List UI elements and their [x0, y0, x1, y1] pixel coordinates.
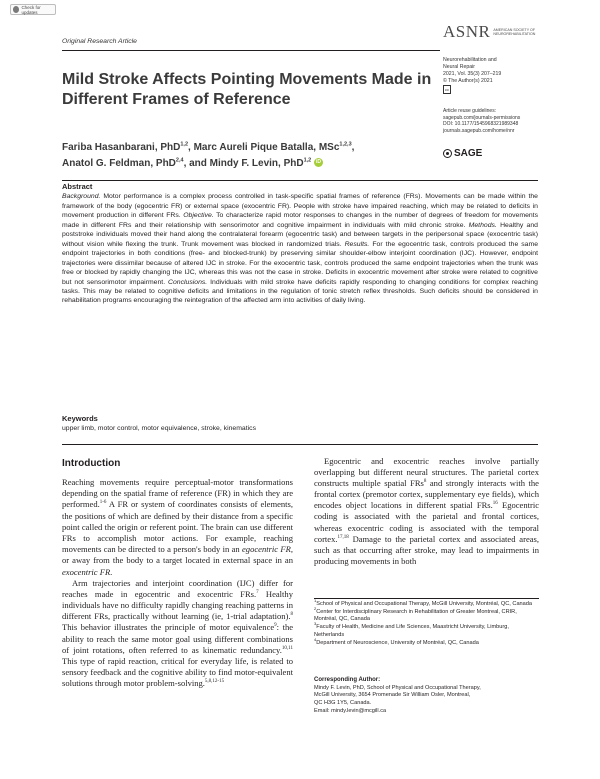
- journal-info: [443, 57, 553, 94]
- text-run: egocentric FR: [242, 544, 291, 555]
- sage-label: SAGE: [454, 148, 483, 159]
- citation-sup[interactable]: 8: [290, 612, 293, 618]
- text-run: Results.: [344, 240, 370, 248]
- sage-logo: [443, 148, 482, 159]
- text-run: Reaching movements require perceptual-motor transformations depending on the spatial frame of reference (FR) in which they are performed.: [62, 477, 293, 510]
- check-icon: [13, 6, 19, 13]
- affiliation: [314, 621, 539, 639]
- journal-line: 2021, Vol. 35(3) 207–219: [443, 71, 502, 77]
- text-run: Healthy individuals have no difficulty rapidly changing reaching patterns in different FRs, practically without learning (ie, 1-trial adaptation).: [62, 588, 293, 622]
- abstract: [62, 182, 538, 306]
- author-list: Fariba Hasanbarani, PhD$^{1,2}$, Marc Aureli Pique Batalla, MSc$^{1,2,3}$, Anatol G. Feldman, PhD$^{2,4}$, and Mindy F. Levin, PhD$^{1,2}$ iD: [62, 141, 355, 169]
- affiliation-sup: 2: [314, 605, 317, 611]
- text-run: .: [110, 566, 113, 577]
- asnr-logo-mark: ASNR: [443, 22, 491, 41]
- author-name: Marc Aureli Pique Batalla, MSc: [193, 142, 340, 153]
- text-run: : the ability to reach the same motor goal using different combinations of joint rotations, often referred to as kinematic redundancy.: [62, 622, 294, 655]
- affiliation-sup: 4: [314, 636, 317, 642]
- header-divider: [62, 50, 440, 51]
- text-run: To characterize rapid motor responses to changes in the number of degrees of freedom for movements made in different FRs and their relationship with sensorimotor and cognitive impairment in individuals with mild chronic stroke.: [62, 212, 538, 229]
- corresponding-line: QC H3G 1Y5, Canada.: [314, 700, 372, 707]
- affiliations: [314, 598, 539, 647]
- author-affiliation-sup: 1,2: [180, 141, 189, 148]
- text-run: , or away from the body to a target located in external space in an: [62, 544, 293, 566]
- article-title: Mild Stroke Affects Pointing Movements Made in Different Frames of Reference: [62, 71, 432, 108]
- intro-paragraph: [314, 456, 539, 567]
- right-column: [314, 456, 539, 567]
- text-run: Methods.: [468, 221, 497, 229]
- text-run: Healthy and poststroke individuals moved their hand along the contralateral forearm (egocentric task) and between targets in the peripersonal space (exocentric task) without vision while flexing the trunk. Trunk movement was blocked in randomized trials.: [62, 221, 538, 248]
- keywords-list: upper limb, motor control, motor equivalence, stroke, kinematics: [62, 424, 256, 432]
- citation-sup[interactable]: 10,11: [281, 645, 293, 651]
- section-heading-introduction: Introduction: [62, 458, 121, 469]
- affiliation-sup: 1: [314, 598, 317, 604]
- corresponding-line: McGill University, 3654 Promenade Sir William Osler, Montreal,: [314, 692, 471, 699]
- reuse-info: [443, 108, 563, 134]
- text-run: Egocentric and exocentric reaches involve partially overlapping but different neural structures. The parietal cortex constructs multiple spatial FRs: [314, 456, 539, 489]
- article-type: Original Research Article: [62, 38, 137, 45]
- text-run: A FR or system of coordinates consists of elements, the positions of which are defined by their distance from a specific point called the origin or referent point. The brain can use different FRs to accomplish motor actions. For example, reaching movements can be directed to a person's body in an: [62, 499, 293, 555]
- creative-commons-icon: cc: [445, 87, 449, 92]
- text-run: and strongly interacts with the frontal cortex (premotor cortex, supplementary eye fields), which encodes object locations in different spatial FRs.: [314, 478, 539, 511]
- affiliation: [314, 598, 539, 609]
- sage-icon: [443, 149, 452, 158]
- citation-sup[interactable]: 5,8,12-15: [204, 679, 225, 685]
- intro-paragraph: [62, 578, 293, 690]
- journal-line: © The Author(s) 2021: [443, 78, 493, 84]
- citation-sup[interactable]: 1-6: [99, 500, 107, 506]
- corresponding-email[interactable]: Email: mindy.levin@mcgill.ca: [314, 707, 387, 714]
- text-run: Background.: [62, 193, 101, 201]
- citation-sup[interactable]: 16: [492, 501, 498, 507]
- affiliation-text: Center for Interdisciplinary Research in Rehabilitation of Greater Montreal, CRIR, Montréal, QC, Canada: [314, 608, 517, 623]
- text-run: Motor performance is a complex process controlled in task-specific spatial frames of reference (FRs). Movements can be made within the framework of the body (egocentric FR) or external space (exocentric FR). People with stroke have impaired reaching, which may be related to deficits in movement production in different FRs.: [62, 193, 538, 220]
- reuse-link[interactable]: sagepub.com/journals-permissions: [443, 114, 521, 121]
- affiliations-divider: [314, 598, 539, 599]
- asnr-logo: [443, 22, 553, 42]
- abstract-divider: [62, 180, 538, 181]
- intro-paragraph: [62, 477, 293, 578]
- text-run: Egocentric coding is associated with the parietal and frontal cortices, whereas exocentric coding is associated with the temporal cortex.: [314, 500, 540, 544]
- journal-line: Neural Repair: [443, 64, 476, 70]
- text-run: Individuals with mild stroke have deficits rapidly responding to changing conditions for complex reaching tasks. This may be related to cognitive deficits and limitations in the regulation of tonic stretch reflex thresholds. Such deficits should be considered in rehabilitation programs encouraging the reintegration of the affected arm into activities of daily living.: [62, 278, 538, 305]
- text-run: This behavior illustrates the principle of motor equivalence: [62, 622, 275, 633]
- corresponding-line: Mindy F. Levin, PhD, School of Physical and Occupational Therapy,: [314, 684, 481, 691]
- corresponding-heading: Corresponding Author:: [314, 677, 381, 683]
- author-affiliation-sup: 1,2: [303, 157, 312, 164]
- citation-sup[interactable]: 7: [256, 590, 259, 596]
- author-name: and Mindy F. Levin, PhD: [189, 157, 304, 169]
- affiliation-text: School of Physical and Occupational Therapy, McGill University, Montréal, QC, Canada: [316, 601, 532, 607]
- citation-sup[interactable]: 8: [423, 479, 427, 485]
- journal-homepage-link[interactable]: journals.sagepub.com/home/nnr: [443, 127, 515, 134]
- text-run: Conclusions.: [168, 278, 208, 286]
- keywords-heading: Keywords: [62, 414, 98, 423]
- text-run: For the egocentric task, controls produced the same endpoint trajectories in both conditions (free- and blocked-trunk) by preserving similar shoulder-elbow interjoint coordination (IJC). However, endpoint trajectories were dissimilar because of altered IJC in stroke. For the exocentric task, controls produced the same endpoint trajectories when the trunk was free or blocked by rapidly changing the IJC, whereas this was not the case in stroke. Deficits in exocentric movement after stroke were related to cognitive but not sensorimotor impairment.: [62, 240, 538, 286]
- orcid-icon[interactable]: iD: [316, 159, 322, 166]
- doi-text[interactable]: DOI: 10.1177/1545968321989348: [443, 121, 519, 128]
- text-run: Objective.: [183, 212, 214, 220]
- corresponding-author: [314, 677, 539, 716]
- author-name: Anatol G. Feldman, PhD: [62, 157, 176, 169]
- text-run: Damage to the parietal cortex and associated areas, such as that occurring after stroke, may lead to impairments in producing movements in both: [314, 533, 539, 566]
- abstract-body: [62, 193, 538, 304]
- keywords: [62, 414, 538, 433]
- asnr-logo-sub: AMERICAN SOCIETY OF NEUROREHABILITATION: [493, 27, 536, 36]
- abstract-heading: Abstract: [62, 182, 93, 191]
- affiliation-sup: 3: [314, 621, 317, 627]
- text-run: This type of rapid reaction, critical for everyday life, is related to sensory feedback and the cognitive ability to find motor-equivalent solutions through motor problem-solving.: [62, 656, 293, 689]
- text-run: Arm trajectories and interjoint coordination (IJC) differ for reaches made in egocentric and exocentric FRs.: [62, 577, 293, 599]
- reuse-line: Article reuse guidelines:: [443, 108, 497, 114]
- left-column: [62, 458, 293, 690]
- author-affiliation-sup: 2,4: [175, 157, 184, 164]
- citation-sup[interactable]: 9: [274, 623, 277, 629]
- affiliation-text: Faculty of Health, Medicine and Life Sciences, Maastricht University, Limburg, Netherlands: [314, 624, 509, 638]
- check-for-updates-badge[interactable]: [10, 4, 56, 15]
- text-run: exocentric FR: [62, 566, 111, 577]
- journal-line: Neurorehabilitation and: [443, 57, 497, 63]
- author-affiliation-sup: 1,2,3: [339, 141, 352, 148]
- author-name: Fariba Hasanbarani, PhD: [62, 142, 181, 153]
- affiliation: [314, 636, 539, 648]
- citation-sup[interactable]: 17,18: [337, 534, 349, 540]
- check-for-updates-label: Check for updates: [21, 4, 41, 15]
- affiliation: [314, 605, 539, 627]
- affiliation-text: Department of Neuroscience, University of Montréal, QC, Canada: [316, 639, 479, 646]
- keywords-divider: [62, 444, 538, 445]
